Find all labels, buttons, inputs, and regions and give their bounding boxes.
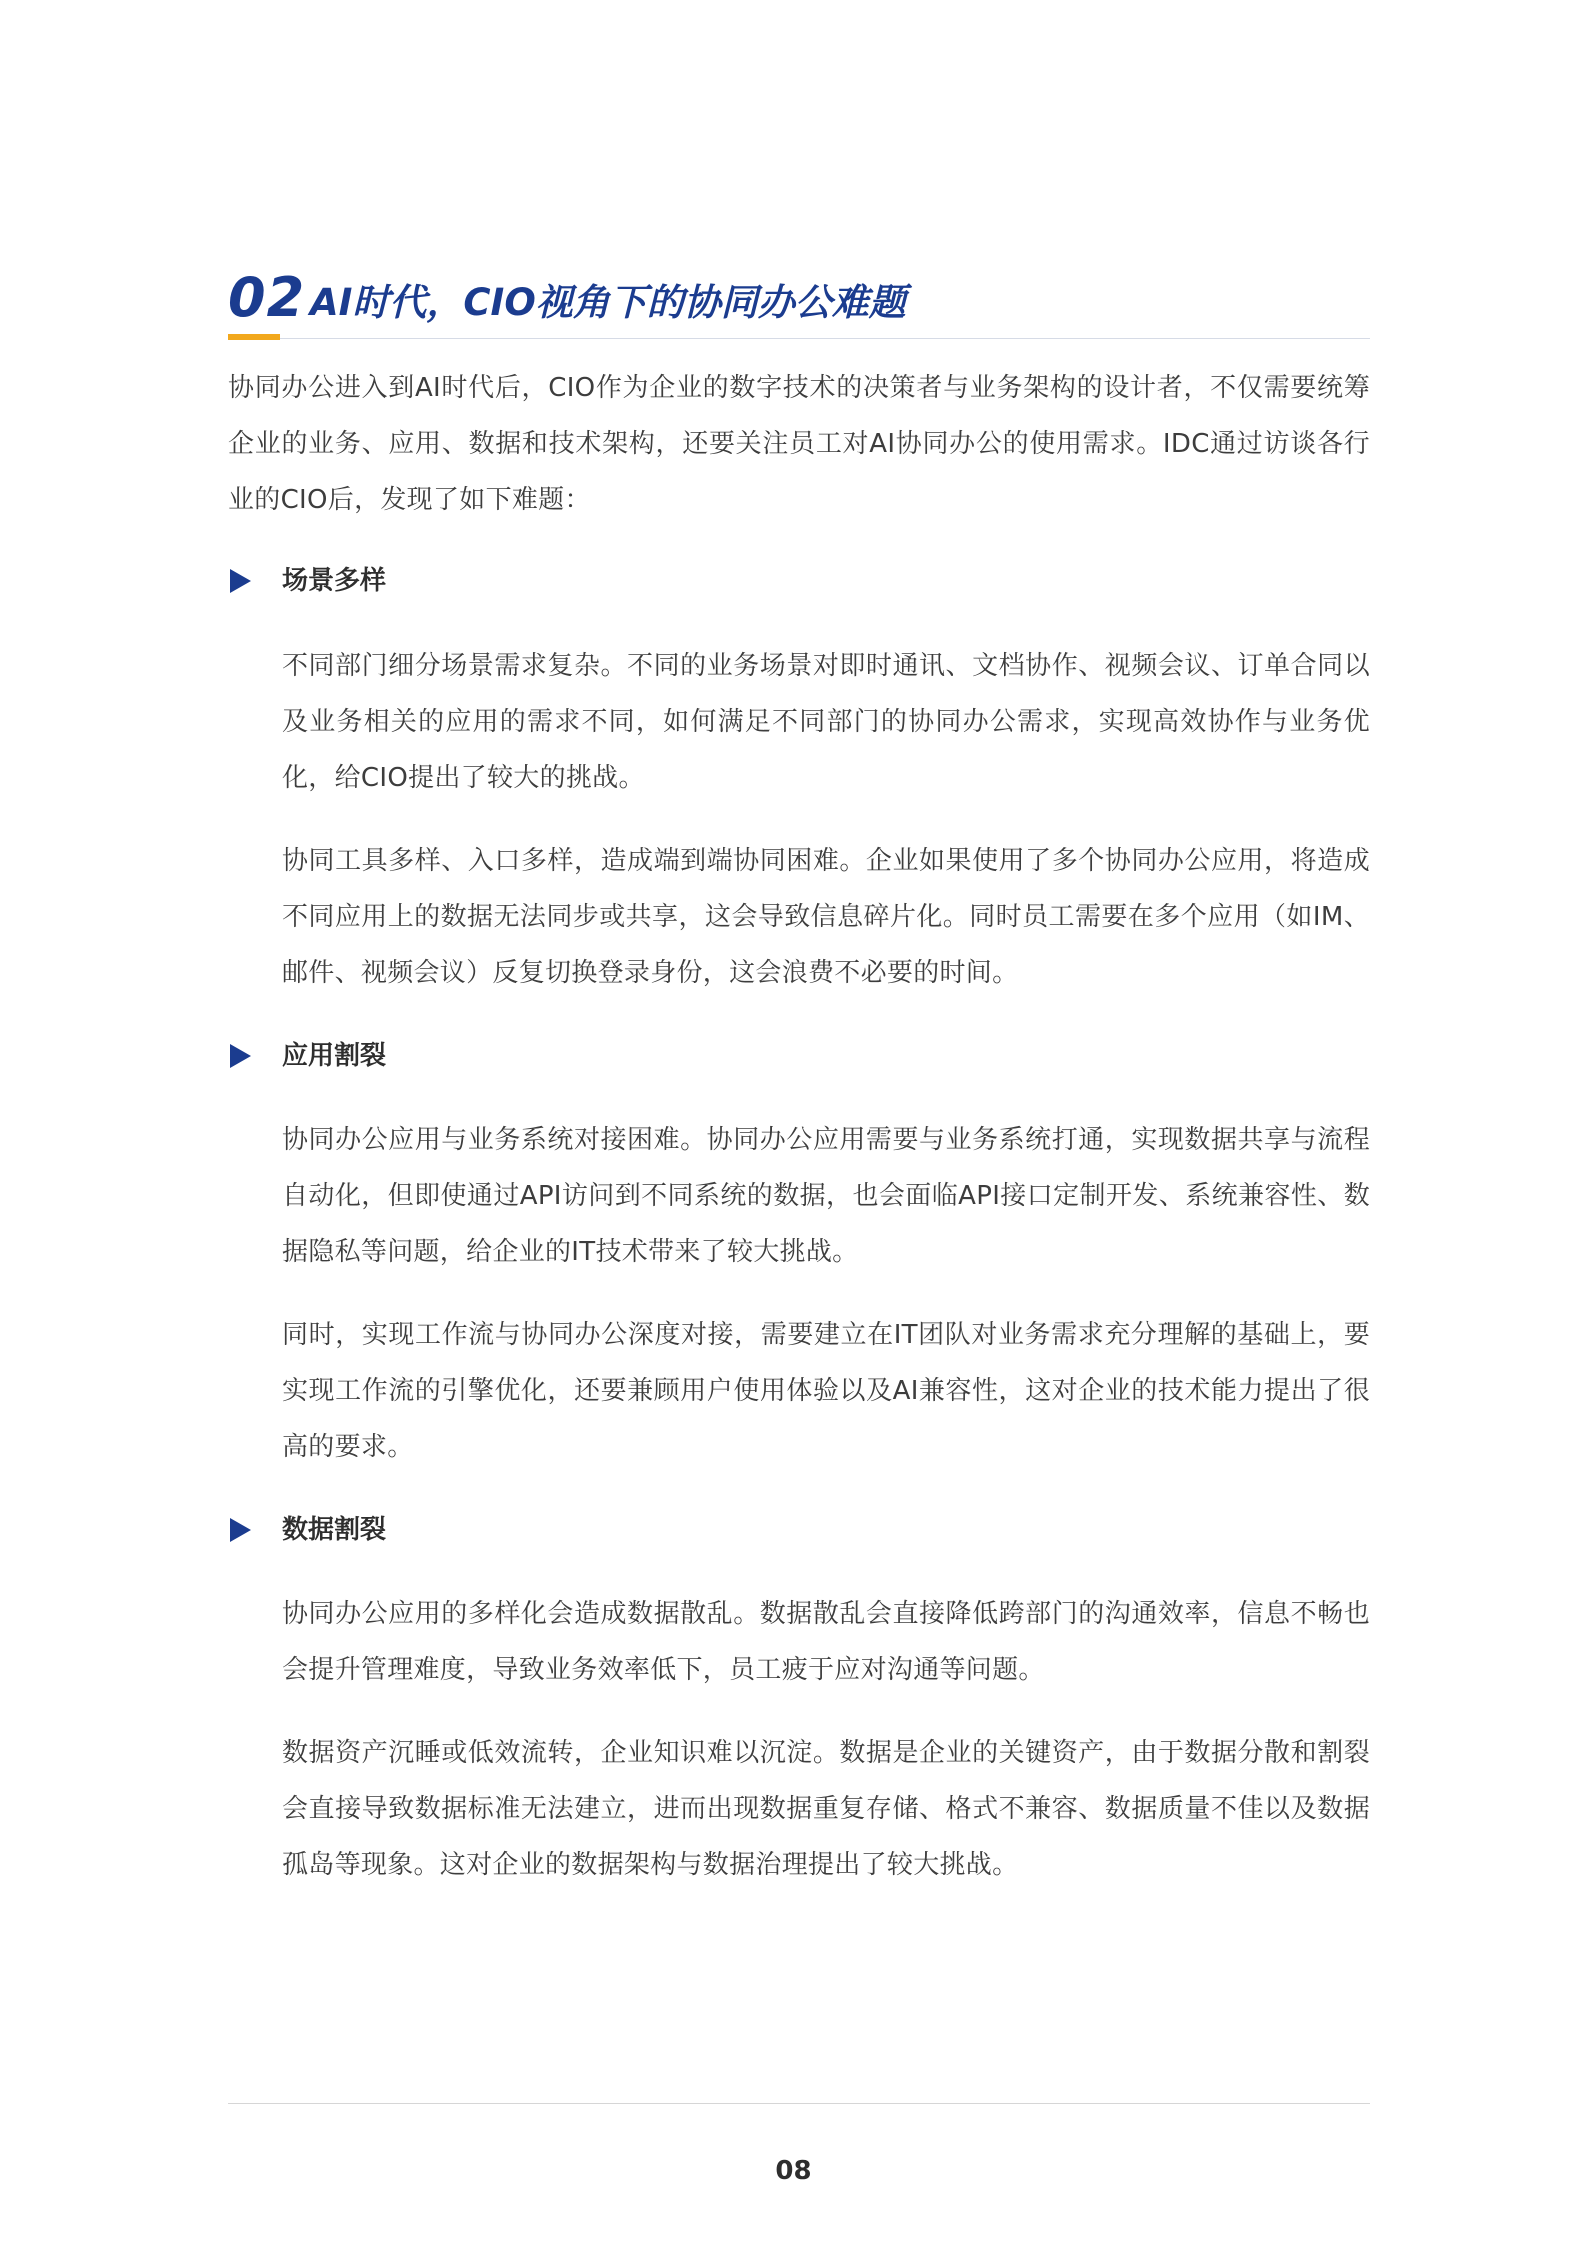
intro-paragraph: 协同办公进入到AI时代后，CIO作为企业的数字技术的决策者与业务架构的设计者，不仅需要统筹企业的业务、应用、数据和技术架构，还要关注员工对AI协同办公的使用需求。IDC通过访谈各行业的CIO后，发现了如下难题： — [228, 373, 1370, 515]
header-divider — [228, 338, 1370, 339]
topic-heading-label: 应用割裂 — [282, 1041, 387, 1071]
topic-heading-label: 场景多样 — [282, 566, 387, 596]
topic-paragraph: 协同办公应用的多样化会造成数据散乱。数据散乱会直接降低跨部门的沟通效率，信息不畅也会提升管理难度，导致业务效率低下，员工疲于应对沟通等问题。 — [282, 1599, 1370, 1685]
topic-heading-label: 数据割裂 — [282, 1515, 387, 1545]
page-number: 08 — [775, 2156, 812, 2186]
topic-heading-applications — [228, 1036, 828, 1076]
section-header — [228, 268, 1370, 342]
section-title: AI时代，CIO视角下的协同办公难题 — [310, 281, 906, 324]
topic-paragraph: 不同部门细分场景需求复杂。不同的业务场景对即时通讯、文档协作、视频会议、订单合同以及业务相关的应用的需求不同，如何满足不同部门的协同办公需求，实现高效协作与业务优化，给CIO提出了较大的挑战。 — [282, 651, 1370, 793]
topic-heading-data — [228, 1510, 828, 1550]
topic-paragraph: 协同办公应用与业务系统对接困难。协同办公应用需要与业务系统打通，实现数据共享与流程自动化，但即使通过API访问到不同系统的数据，也会面临API接口定制开发、系统兼容性、数据隐私等问题，给企业的IT技术带来了较大挑战。 — [282, 1125, 1370, 1267]
header-accent-bar — [228, 334, 280, 340]
triangle-bullet-icon — [230, 569, 251, 593]
footer-divider — [228, 2103, 1370, 2104]
triangle-bullet-icon — [230, 1044, 251, 1068]
triangle-bullet-icon — [230, 1518, 251, 1542]
topic-heading-scenarios — [228, 561, 828, 601]
topic-paragraph: 协同工具多样、入口多样，造成端到端协同困难。企业如果使用了多个协同办公应用，将造成不同应用上的数据无法同步或共享，这会导致信息碎片化。同时员工需要在多个应用（如IM、邮件、视频会议）反复切换登录身份，这会浪费不必要的时间。 — [282, 846, 1370, 988]
topic-paragraph: 数据资产沉睡或低效流转，企业知识难以沉淀。数据是企业的关键资产，由于数据分散和割裂会直接导致数据标准无法建立，进而出现数据重复存储、格式不兼容、数据质量不佳以及数据孤岛等现象。这对企业的数据架构与数据治理提出了较大挑战。 — [282, 1738, 1370, 1880]
section-number: 02 — [228, 266, 306, 329]
topic-paragraph: 同时，实现工作流与协同办公深度对接，需要建立在IT团队对业务需求充分理解的基础上，要实现工作流的引擎优化，还要兼顾用户使用体验以及AI兼容性，这对企业的技术能力提出了很高的要求。 — [282, 1320, 1370, 1462]
